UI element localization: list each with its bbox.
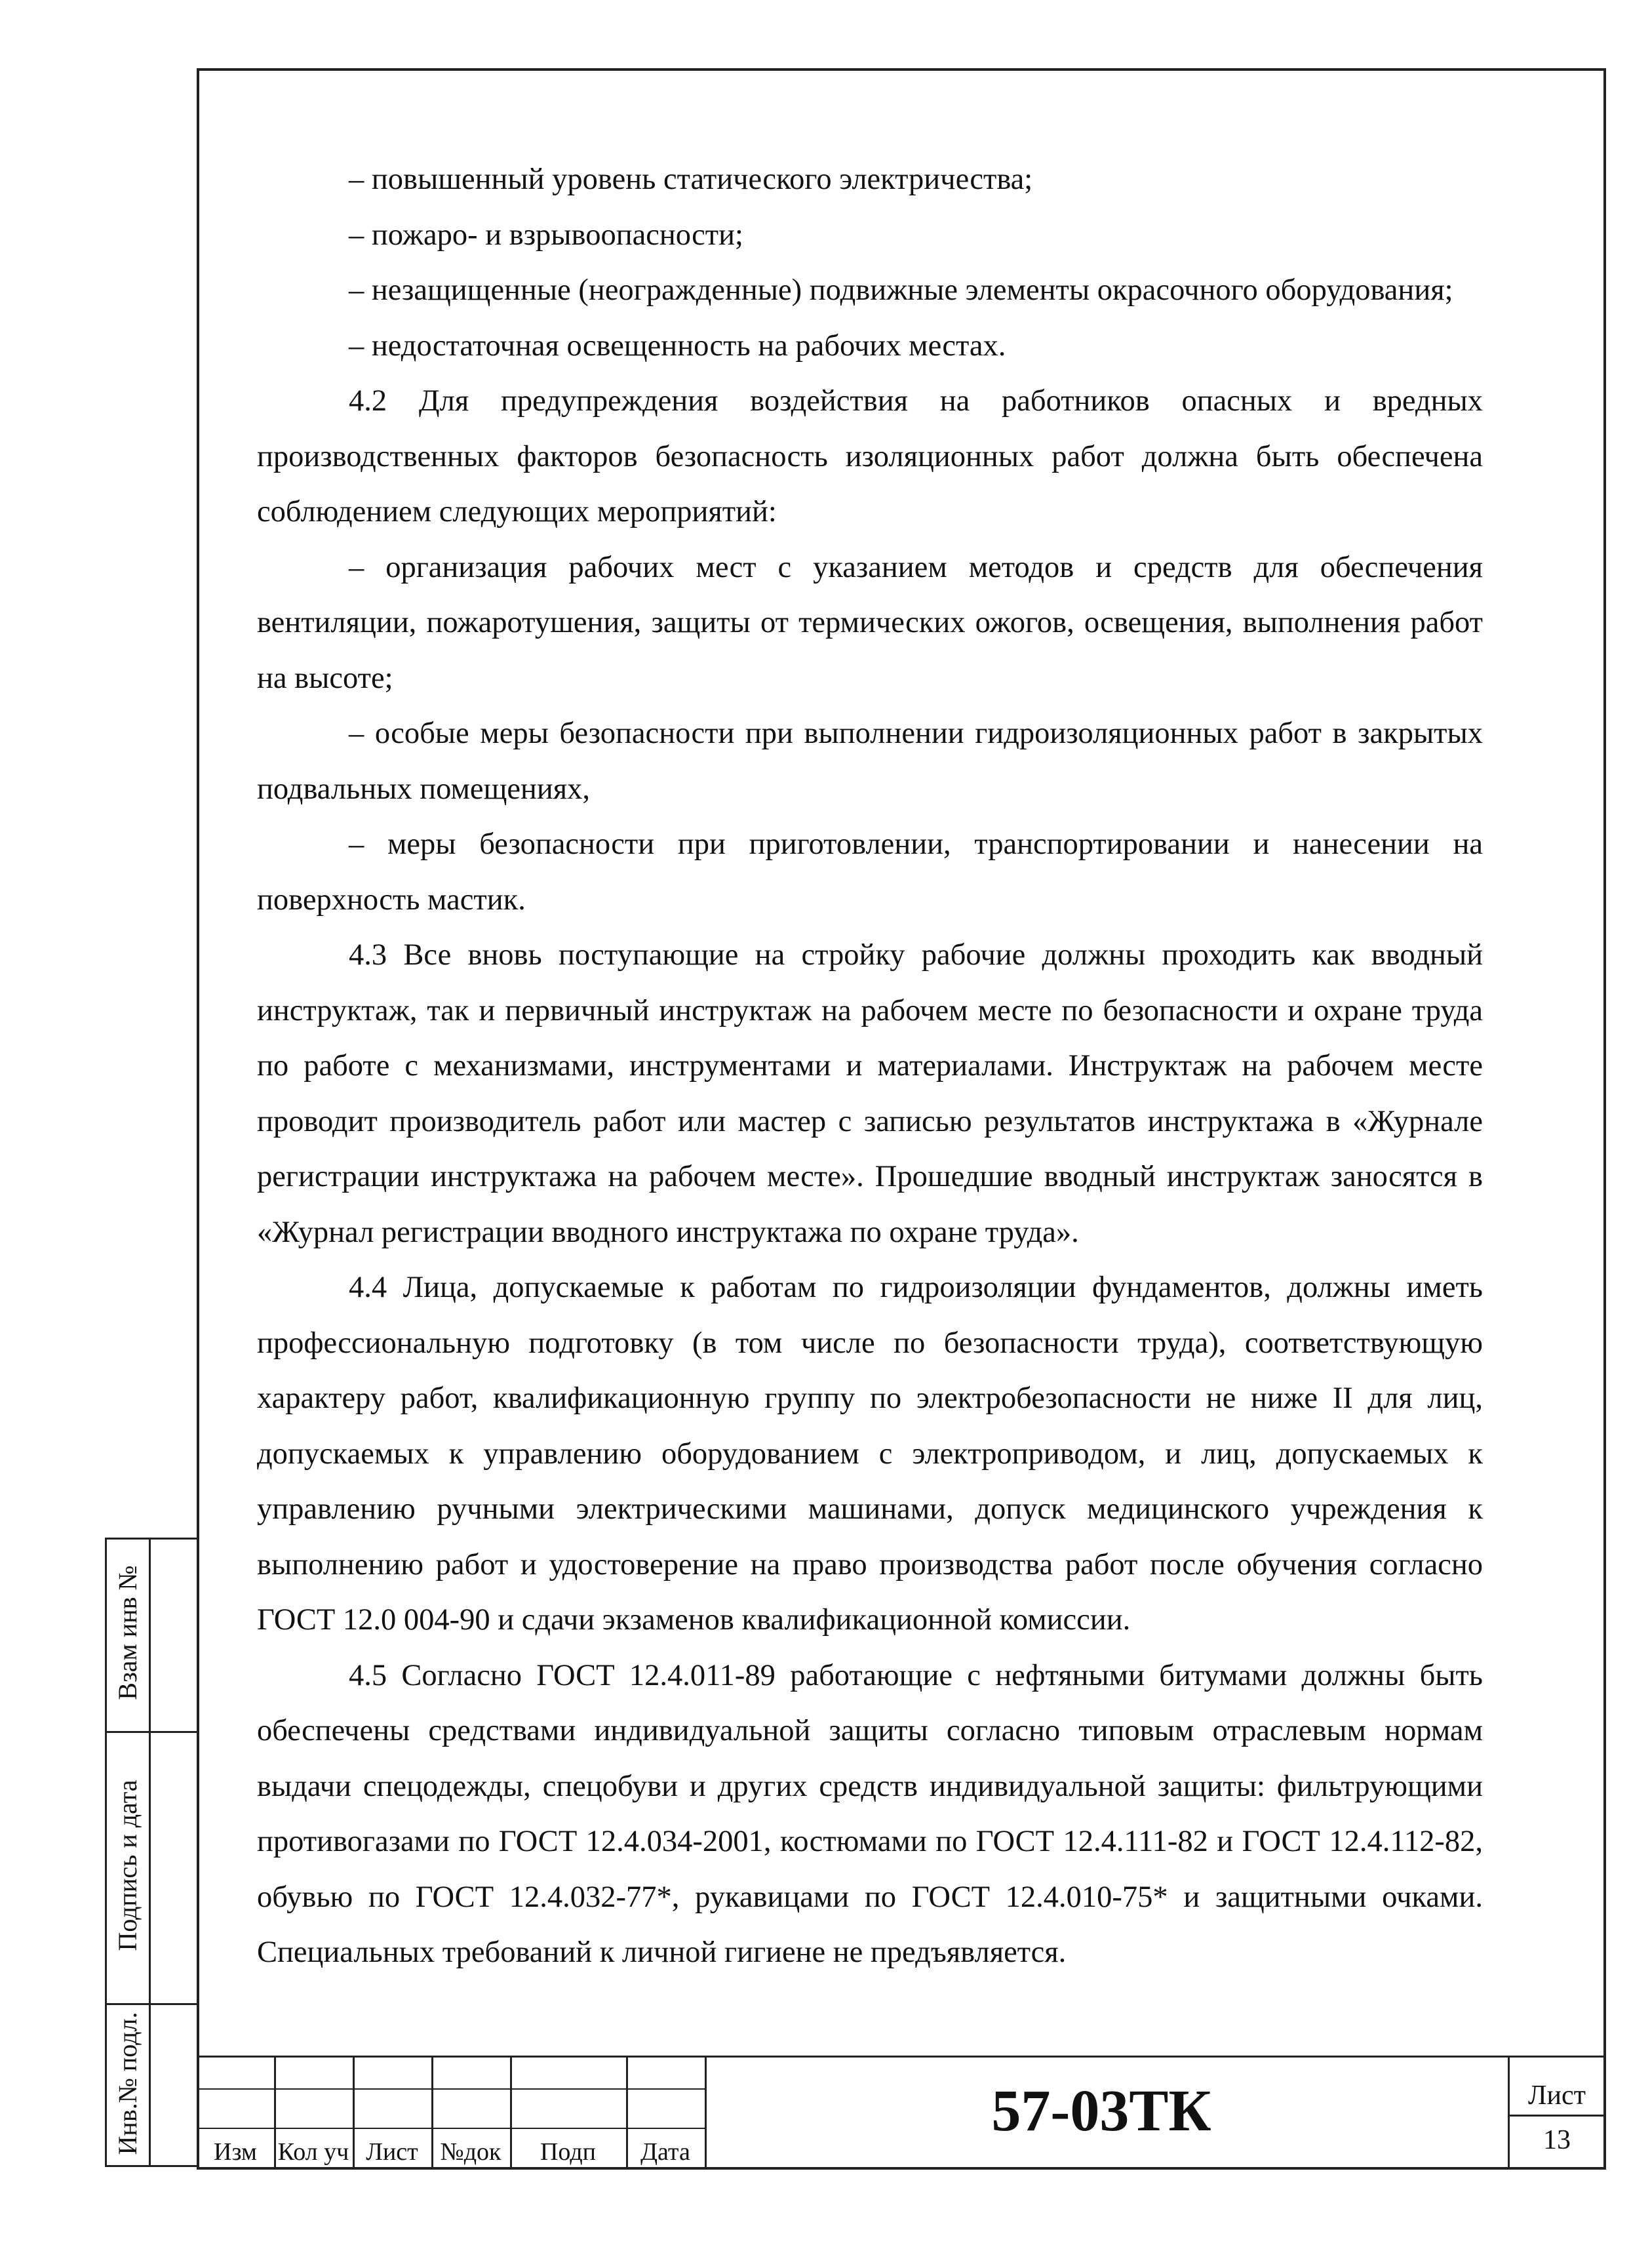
body-line: – меры безопасности при приготовлении, транспортировании и нанесении на поверхность мастик.: [257, 827, 1483, 917]
col-label-signature: Подп: [540, 2138, 597, 2166]
col-label-doc-number: №док: [440, 2138, 501, 2166]
body-paragraph: 4.5 Согласно ГОСТ 12.4.011-89 работающие с нефтяными битумами должны быть обеспечены средствами индивидуальной защиты согласно типовым отраслевым нормам выдачи спецодежды, спецобуви и других средств индивидуальной защиты: фильтрующими противогазами по ГОСТ 12.4.034-2001, костюмами по ГОСТ 12.4.111-82 и ГОСТ 12.4.112-82, обувью по ГОСТ 12.4.032-77*, рукавицами по ГОСТ 12.4.010-75* и защитными очками. Специальных требований к личной гигиене не предъявляется.: [257, 1658, 1483, 1969]
document-body: [257, 152, 1483, 1981]
sheet-divider: [1508, 2115, 1606, 2117]
body-line: – организация рабочих мест с указанием методов и средств для обеспечения вентиляции, пожаротушения, защиты от термических ожогов, освещения, выполнения работ на высоте;: [257, 550, 1483, 695]
title-block-top-line: [197, 2056, 1606, 2058]
body-paragraph: 4.4 Лица, допускаемые к работам по гидроизоляции фундаментов, должны иметь профессиональную подготовку (в том числе по безопасности труда), соответствующую характеру работ, квалификационную группу по электробезопасности не ниже II для лиц, допускаемых к управлению оборудованием с электроприводом, и лиц, допускаемых к управлению ручными электрическими машинами, допуск медицинского учреждения к выполнению работ и удостоверение на право производства работ после обучения согласно ГОСТ 12.0 004-90 и сдачи экзаменов квалификационной комиссии.: [257, 1271, 1483, 1637]
body-line: – незащищенные (неогражденные) подвижные элементы окрасочного оборудования;: [349, 273, 1453, 307]
sheet-label: Лист: [1528, 2080, 1586, 2111]
body-line: – пожаро- и взрывоопасности;: [349, 218, 743, 252]
col-label-change: Изм: [214, 2138, 257, 2166]
sheet-number: 13: [1543, 2125, 1571, 2155]
col-label-sheet: Лист: [366, 2138, 418, 2166]
col-label-quantity: Кол уч: [277, 2138, 349, 2166]
margin-stamp-value-column: [149, 1538, 199, 2167]
body-line: – особые меры безопасности при выполнении гидроизоляционных работ в закрытых подвальных помещениях,: [257, 717, 1483, 806]
grid-row-line: [197, 2128, 705, 2129]
body-paragraph: 4.2 Для предупреждения воздействия на работников опасных и вредных производственных факторов безопасность изоляционных работ должна быть обеспечена соблюдением следующих мероприятий:: [257, 384, 1483, 528]
col-label-date: Дата: [640, 2138, 690, 2166]
signature-date-label: Подпись и дата: [113, 1780, 142, 1951]
replaced-inventory-label: Взам инв №: [113, 1565, 142, 1700]
body-line: – повышенный уровень статического электричества;: [349, 163, 1033, 196]
document-code: 57-03ТК: [991, 2079, 1211, 2143]
original-inventory-label: Инв.№ подл.: [113, 2012, 142, 2155]
body-paragraph: 4.3 Все вновь поступающие на стройку рабочие должны проходить как вводный инструктаж, так и первичный инструктаж на рабочем месте по безопасности и охране труда по работе с механизмами, инструментами и материалами. Инструктаж на рабочем месте проводит производитель работ или мастер с записью результатов инструктажа в «Журнале регистрации инструктажа на рабочем месте». Прошедшие вводный инструктаж заносятся в «Журнал регистрации вводного инструктажа по охране труда».: [257, 938, 1483, 1249]
body-line: – недостаточная освещенность на рабочих местах.: [349, 328, 1006, 363]
grid-row-line: [197, 2088, 705, 2090]
